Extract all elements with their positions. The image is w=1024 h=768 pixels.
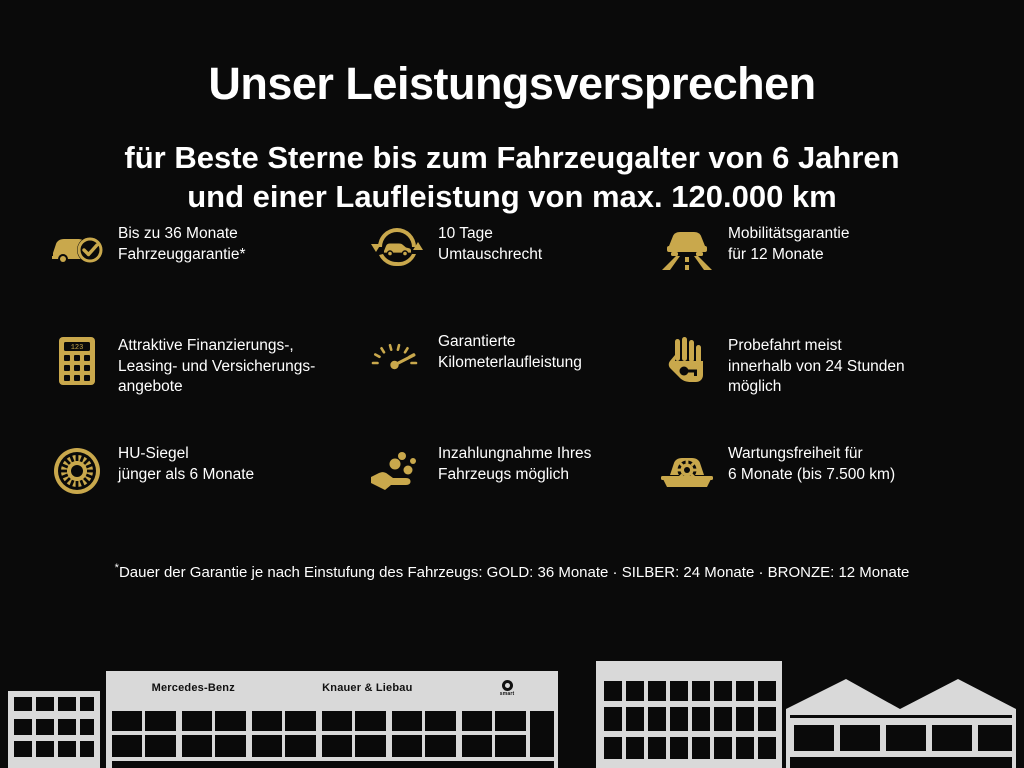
- feature-item: [48, 442, 368, 552]
- feature-line-1: 10 Tage: [438, 225, 493, 242]
- feature-item: [368, 442, 658, 552]
- smart-logo-label: smart: [499, 690, 515, 697]
- feature-line-2: Leasing- und Versicherungs-: [118, 357, 316, 375]
- car-exchange-icon: [368, 222, 426, 272]
- footnote-marker: *: [114, 562, 119, 574]
- feature-item: [368, 222, 658, 330]
- feature-text: [118, 330, 315, 398]
- feature-item: [48, 330, 368, 442]
- brand-knauer-liebau: Knauer & Liebau: [322, 682, 413, 694]
- car-check-icon: [48, 222, 106, 272]
- feature-line-2: für 12 Monate: [728, 245, 824, 263]
- feature-line-1: Wartungsfreiheit für: [728, 445, 863, 462]
- feature-line-1: Bis zu 36 Monate: [118, 225, 238, 242]
- feature-item: [658, 442, 988, 552]
- feature-line-1: Attraktive Finanzierungs-,: [118, 337, 294, 354]
- feature-line-2: Fahrzeuggarantie*: [118, 245, 246, 263]
- feature-text: [728, 222, 849, 265]
- hand-coins-icon: [368, 446, 426, 496]
- calculator-icon: [48, 336, 106, 386]
- car-lift-gear-icon: [658, 446, 716, 496]
- feature-item: [368, 330, 658, 442]
- feature-line-2: Umtauschrecht: [438, 245, 543, 263]
- feature-line-3: möglich: [728, 378, 782, 396]
- feature-item: [658, 222, 988, 330]
- svg-text:123: 123: [70, 344, 84, 353]
- feature-text: [438, 442, 591, 485]
- feature-line-2: innerhalb von 24 Stunden: [728, 357, 905, 375]
- feature-item: [658, 330, 988, 442]
- feature-grid: [48, 222, 988, 552]
- feature-text: [438, 330, 582, 373]
- car-road-icon: [658, 222, 716, 272]
- feature-line-2: Kilometerlaufleistung: [438, 353, 582, 371]
- feature-line-1: Garantierte: [438, 333, 516, 350]
- feature-line-1: Mobilitätsgarantie: [728, 225, 850, 242]
- subtitle-line-2: und einer Laufleistung von max. 120.000 km: [187, 179, 837, 215]
- feature-line-1: Probefahrt meist: [728, 337, 842, 354]
- feature-text: [118, 442, 254, 485]
- feature-line-3: angebote: [118, 378, 183, 396]
- feature-line-2: Fahrzeugs möglich: [438, 465, 569, 483]
- speedometer-icon: [368, 336, 426, 386]
- feature-text: [728, 330, 905, 398]
- feature-text: [438, 222, 542, 265]
- page-title: Unser Leistungsversprechen: [208, 58, 816, 110]
- footnote-text: Dauer der Garantie je nach Einstufung des Fahrzeugs: GOLD: 36 Monate · SILBER: 24 Monate · BRONZE: 12 Monate: [118, 564, 910, 581]
- feature-line-2: 6 Monate (bis 7.500 km): [728, 465, 896, 483]
- brand-mercedes-benz: Mercedes-Benz: [151, 682, 235, 694]
- feature-text: [118, 222, 246, 265]
- hand-key-icon: [658, 336, 716, 386]
- feature-line-2: jünger als 6 Monate: [118, 465, 255, 483]
- footnote: [0, 562, 1024, 581]
- feature-line-1: Inzahlungnahme Ihres: [438, 445, 592, 462]
- page-subtitle: [0, 138, 1024, 217]
- feature-line-1: HU-Siegel: [118, 445, 189, 462]
- subtitle-line-1: für Beste Sterne bis zum Fahrzeugalter von 6 Jahren: [124, 139, 900, 175]
- dealership-skyline-graphic: [0, 653, 1024, 768]
- feature-item: [48, 222, 368, 330]
- feature-text: [728, 442, 895, 485]
- hu-seal-icon: [48, 446, 106, 496]
